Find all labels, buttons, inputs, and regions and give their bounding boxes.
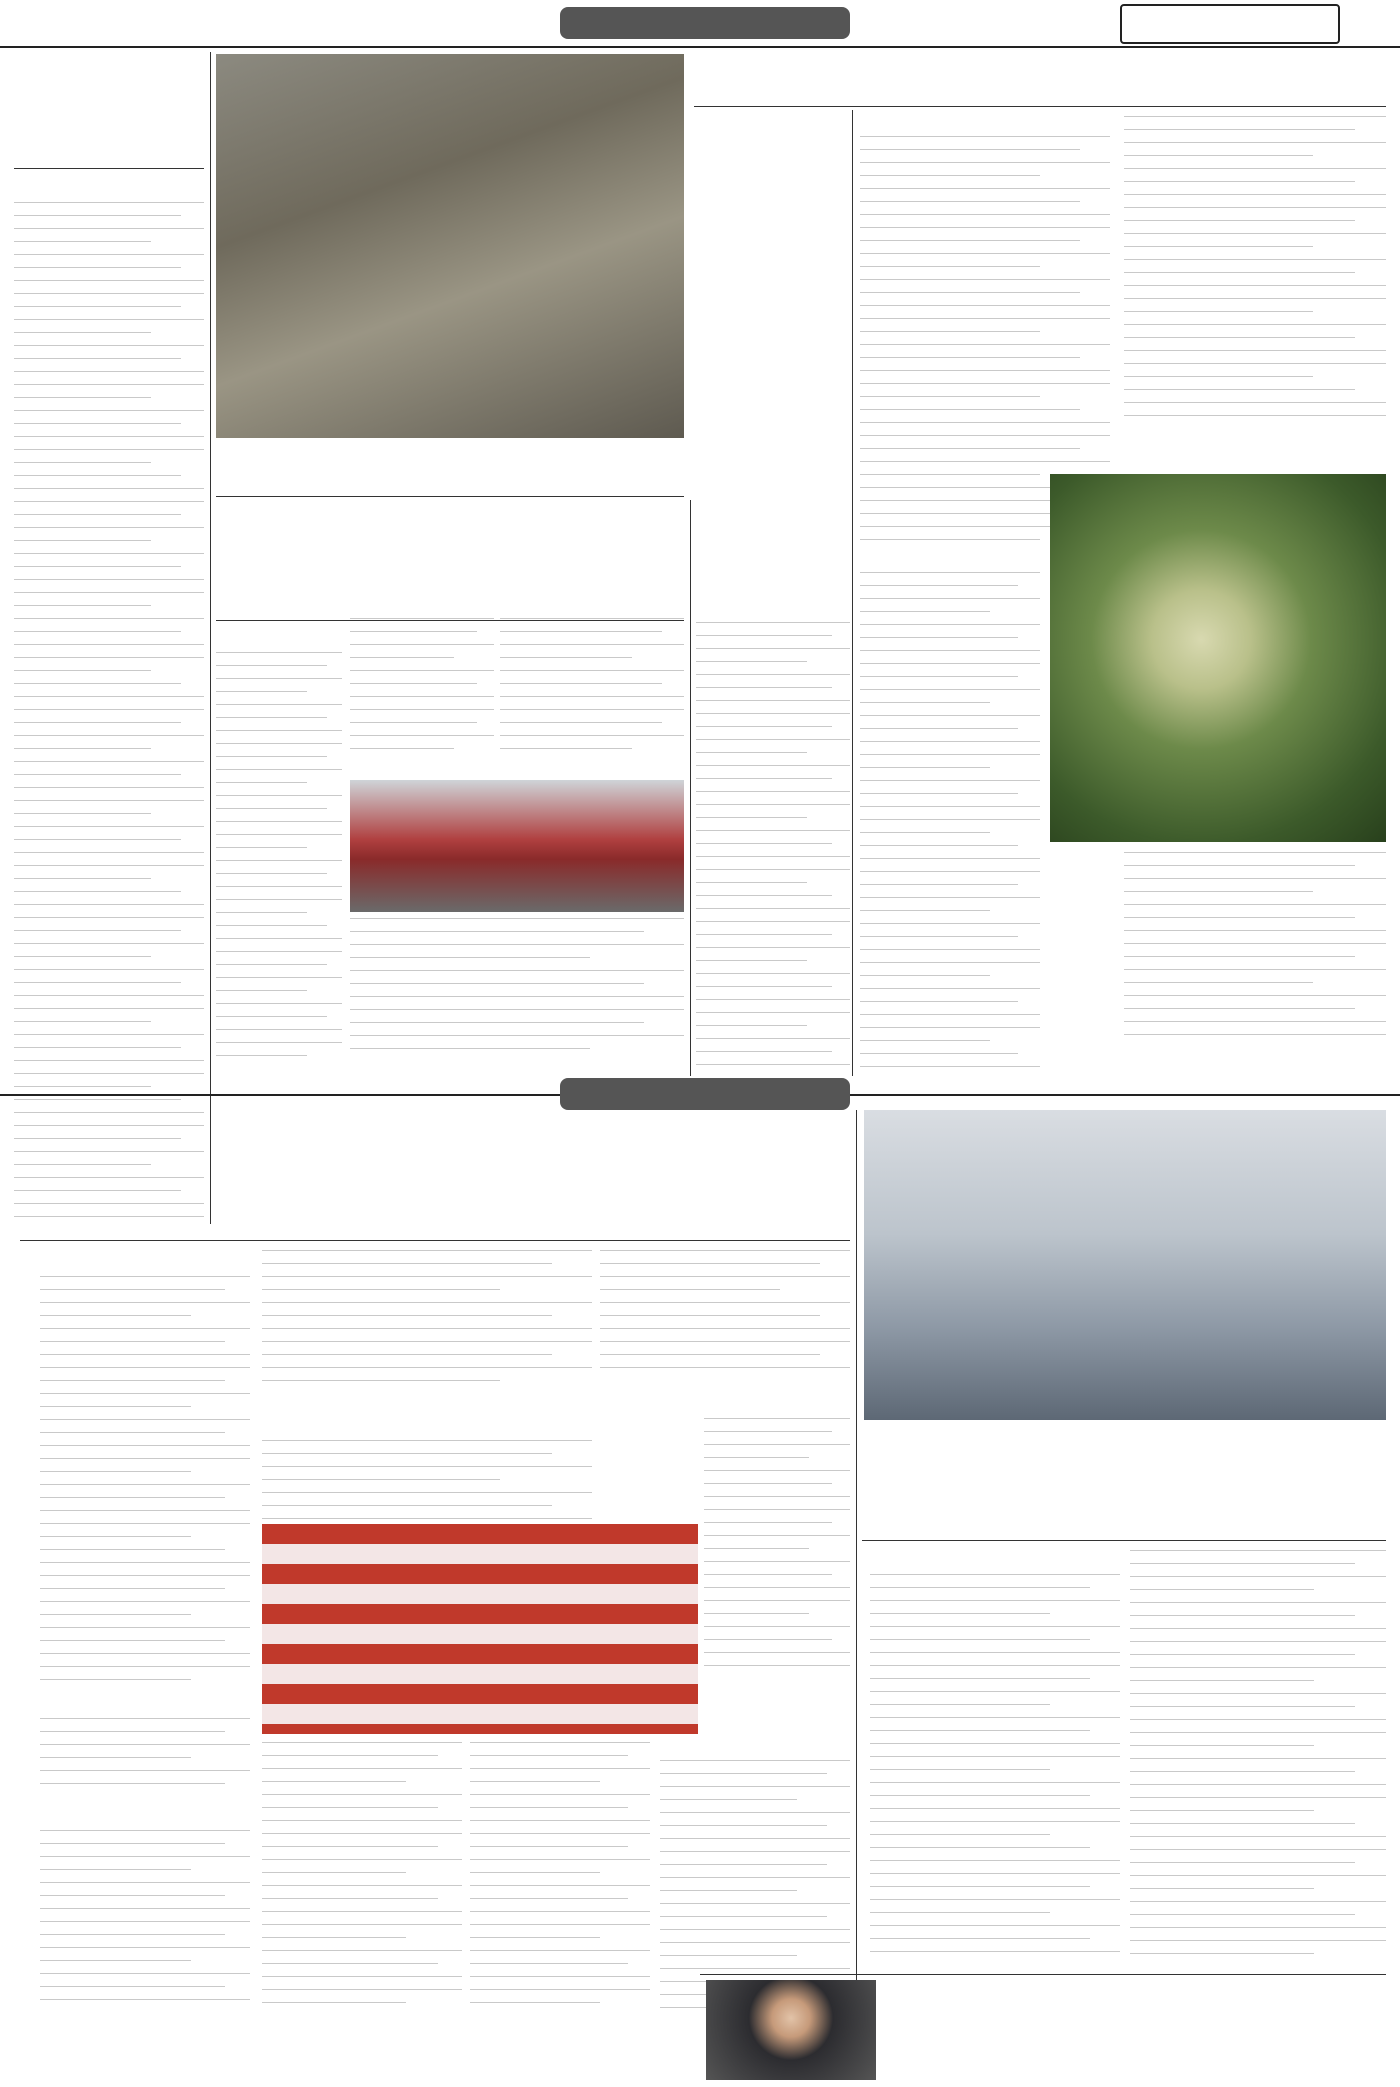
- office-workers-photo: [864, 1110, 1386, 1420]
- column-rule: [690, 500, 691, 1076]
- us-election-body-col2a: [262, 1250, 592, 1418]
- price-protest-body-col3: [350, 918, 684, 1074]
- divider: [14, 168, 204, 169]
- price-protest-body-col2: [350, 618, 494, 778]
- tangail-body-col2: [1124, 116, 1386, 466]
- divider: [20, 1240, 850, 1241]
- newspaper-logo: [1120, 4, 1340, 44]
- section-tab-city: [560, 7, 850, 39]
- office-hours-body-col2: [1130, 1550, 1386, 1974]
- price-protest-body-col1: [216, 652, 342, 1072]
- barishal-body: [14, 202, 204, 1220]
- protest-rally-photo: [350, 780, 684, 912]
- british-mp-portrait: [706, 1980, 876, 2080]
- us-election-body-col3a: [600, 1250, 850, 1400]
- divider: [700, 1974, 1386, 1975]
- divider: [862, 1540, 1386, 1541]
- noni-fruit-photo: [1050, 474, 1386, 842]
- price-protest-body-col4: [500, 618, 684, 778]
- section-tab-international: [560, 1078, 850, 1110]
- column-rule: [856, 1110, 857, 2080]
- tangail-body-col4: [860, 572, 1040, 1072]
- us-election-body-col1c: [40, 1830, 250, 2040]
- us-candidates-photo: [262, 1524, 698, 1734]
- us-election-body-col1a: [40, 1276, 250, 1696]
- column-rule: [210, 52, 211, 1224]
- khulna-market-photo: [216, 54, 684, 438]
- us-election-body-col5: [470, 1742, 650, 2072]
- office-hours-body-col1: [870, 1574, 1120, 1974]
- divider: [694, 106, 1386, 107]
- us-election-body-col3b: [704, 1418, 850, 1734]
- tangail-body-col3: [1124, 852, 1386, 1074]
- column-rule: [852, 110, 853, 1076]
- us-election-body-col4: [262, 1742, 462, 2072]
- comilla-body: [696, 622, 850, 1074]
- us-election-body-col1b: [40, 1718, 250, 1808]
- divider: [216, 496, 684, 497]
